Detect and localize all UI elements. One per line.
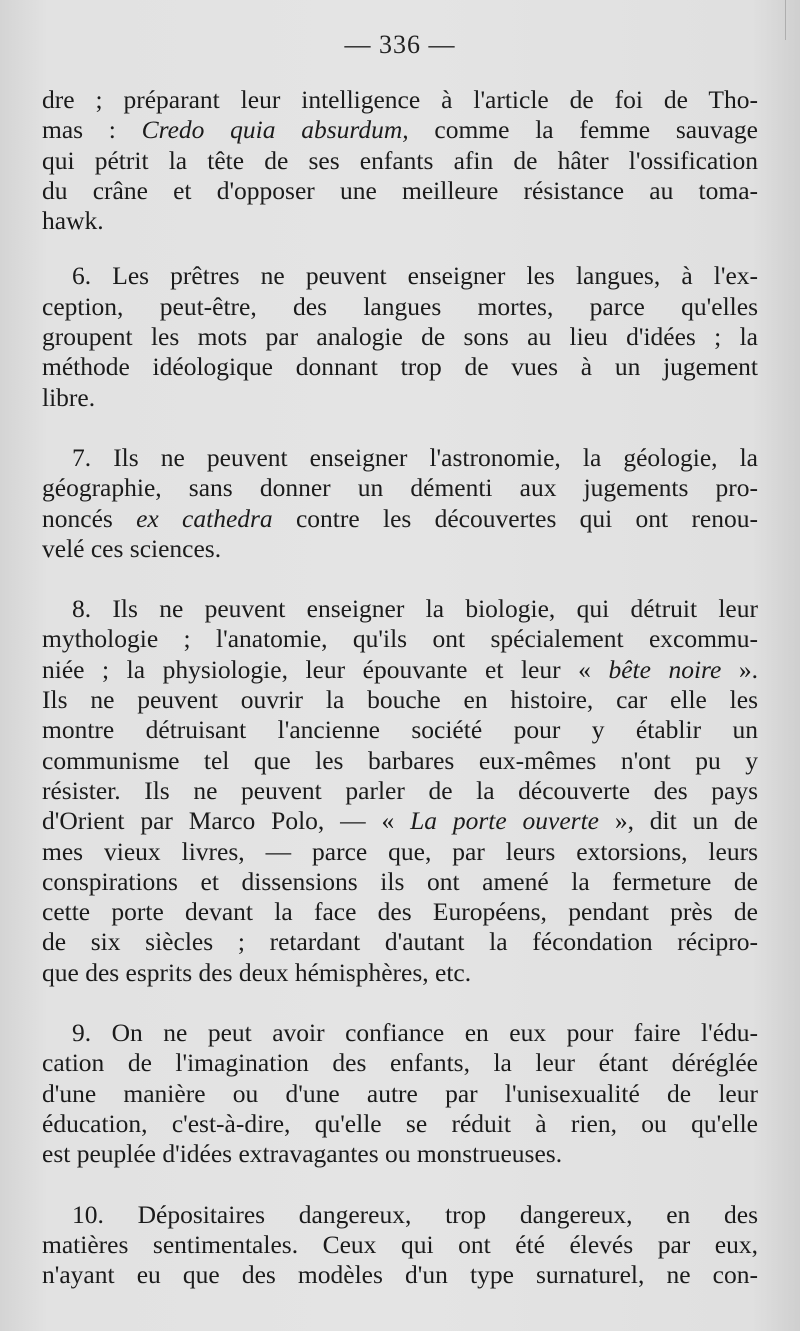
text-fragment: comme la femme sauvage	[408, 115, 758, 145]
text-line: 7. Ils ne peuvent enseigner l'astronomie, la géologie, la	[72, 442, 758, 472]
paragraph-7	[42, 443, 758, 564]
paragraph-9	[42, 1018, 758, 1169]
text-line: mes vieux livres, — parce que, par leurs extorsions, leurs	[42, 836, 758, 866]
text-line: communisme tel que les barbares eux-mêmes n'ont pu y	[42, 745, 758, 775]
text-line: de six siècles ; retardant d'autant la fécondation récipro-	[42, 927, 758, 957]
text-line: éducation, c'est-à-dire, qu'elle se réduit à rien, ou qu'elle	[42, 1108, 758, 1138]
text-line: conspirations et dissensions ils ont amené la fermeture de	[42, 866, 758, 896]
paragraph-10	[42, 1200, 758, 1291]
paragraph-8	[42, 594, 758, 988]
text-line: groupent les mots par analogie de sons au lieu d'idées ; la	[42, 322, 758, 352]
text-line: 10. Dépositaires dangereux, trop dangereux, en des	[72, 1199, 758, 1229]
text-line: dre ; préparant leur intelligence à l'article de foi de Tho-	[42, 85, 758, 114]
text-line: matières sentimentales. Ceux qui ont été élevés par eux,	[42, 1229, 758, 1259]
text-line: géographie, sans donner un démenti aux jugements pro-	[42, 473, 758, 503]
text-fragment: », dit un de	[598, 806, 758, 836]
text-line: méthode idéologique donnant trop de vues à un jugement	[42, 352, 758, 382]
text-line: 9. On ne peut avoir confiance en eux pour faire l'édu-	[72, 1018, 758, 1048]
text-line	[42, 115, 758, 145]
text-line: cation de l'imagination des enfants, la leur étant déréglée	[42, 1048, 758, 1078]
italic-phrase: bête noire	[608, 654, 722, 684]
text-fragment: d'Orient par Marco Polo, — «	[42, 806, 411, 836]
text-line: résister. Ils ne peuvent parler de la découverte des pays	[42, 775, 758, 805]
text-line: qui pétrit la tête de ses enfants afin de hâter l'ossification	[42, 145, 758, 175]
text-line: velé ces sciences.	[42, 533, 222, 563]
text-line: hawk.	[42, 206, 104, 236]
italic-phrase: ex cathedra	[136, 503, 273, 533]
text-line: 8. Ils ne peuvent enseigner la biologie, qui détruit leur	[72, 594, 758, 624]
text-line: Ils ne peuvent ouvrir la bouche en histoire, car elle les	[42, 685, 758, 715]
text-fragment: niée ; la physiologie, leur épouvante et leur «	[42, 654, 609, 684]
text-line: n'ayant eu que des modèles d'un type surnaturel, ne con-	[42, 1260, 758, 1290]
body-text	[42, 85, 758, 1290]
text-line	[42, 504, 758, 534]
text-line: ception, peut-être, des langues mortes, parce qu'elles	[42, 291, 758, 321]
text-line	[42, 806, 758, 836]
text-line: que des esprits des deux hémisphères, etc.	[42, 957, 472, 987]
text-line: mythologie ; l'anatomie, qu'ils ont spécialement excommu-	[42, 624, 758, 654]
text-line: est peuplée d'idées extravagantes ou monstrueuses.	[42, 1139, 563, 1169]
text-fragment: ».	[721, 654, 759, 684]
text-line: cette porte devant la face des Européens, pendant près de	[42, 897, 758, 927]
italic-phrase: La porte ouverte	[410, 806, 599, 836]
text-line	[42, 655, 758, 685]
text-line: du crâne et d'opposer une meilleure résistance au toma-	[42, 175, 758, 205]
paragraph-continuation	[42, 85, 758, 236]
paragraph-6	[42, 261, 758, 412]
text-line: montre détruisant l'ancienne société pour y établir un	[42, 715, 758, 745]
italic-phrase: Credo quia absurdum,	[141, 115, 409, 145]
text-fragment: contre les découvertes qui ont renou-	[272, 503, 758, 533]
text-fragment: mas :	[42, 115, 142, 145]
text-line: 6. Les prêtres ne peuvent enseigner les langues, à l'ex-	[72, 261, 758, 291]
text-line: libre.	[42, 382, 96, 412]
text-fragment: noncés	[42, 503, 137, 533]
page-number: — 336 —	[344, 30, 456, 59]
text-line: d'une manière ou d'une autre par l'unisexualité de leur	[42, 1078, 758, 1108]
